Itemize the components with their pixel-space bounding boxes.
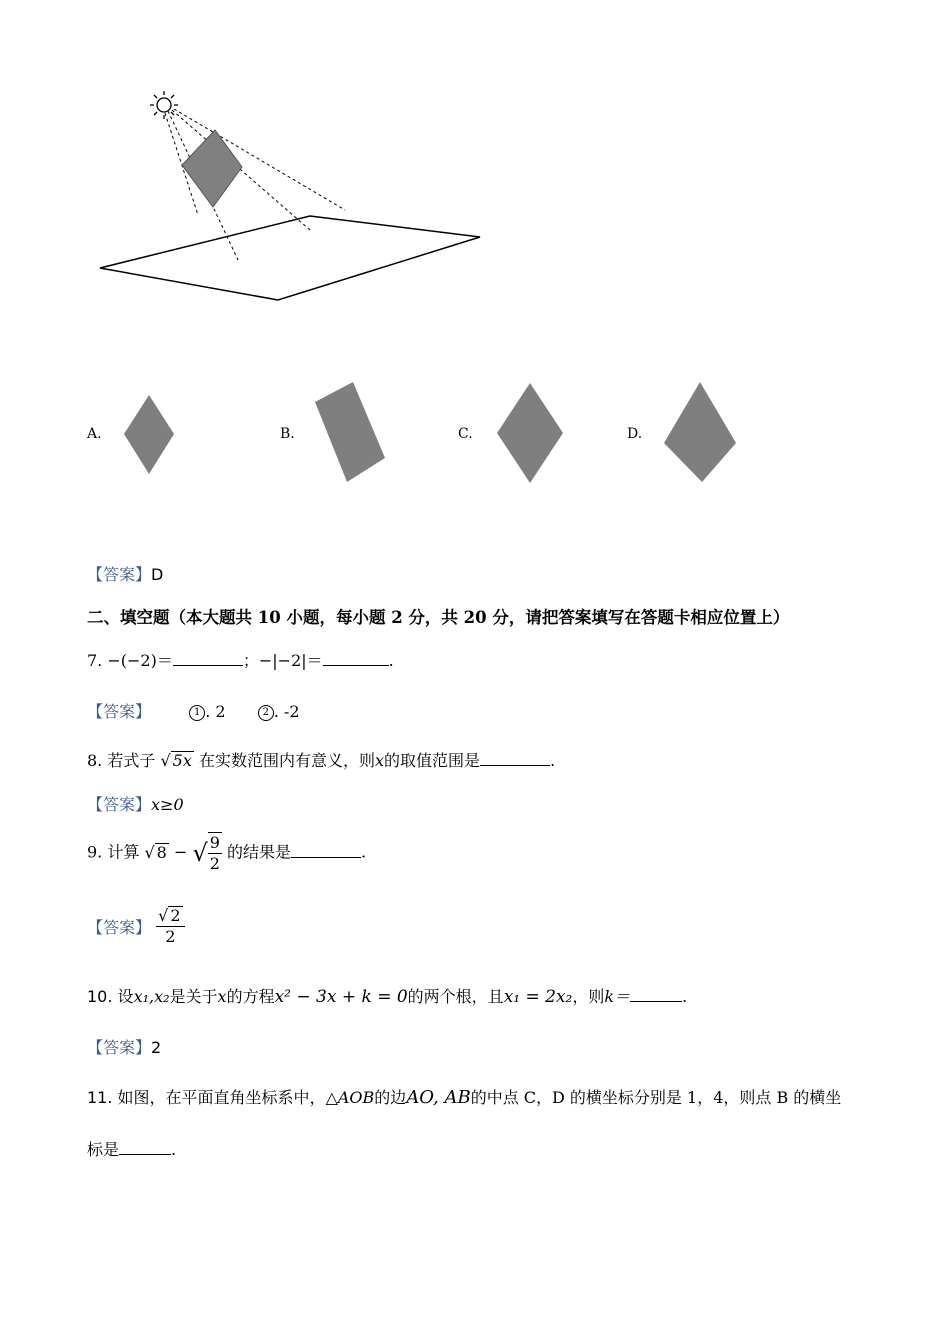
question-number: 9. <box>87 842 103 862</box>
condition: x₁ = 2x₂ <box>503 987 573 1007</box>
text: 如图，在平面直角坐标系中， <box>117 1088 326 1107</box>
answer-tag: 【答案】 <box>87 1038 152 1057</box>
text: 的两个根，且 <box>407 987 504 1006</box>
text: 若式子 <box>107 751 156 770</box>
numerator: 9 <box>209 833 220 852</box>
text: 计算 <box>107 842 140 862</box>
text: 是关于 <box>169 987 218 1006</box>
answer-fraction <box>156 906 184 947</box>
rhombus-object <box>182 130 242 207</box>
period: . <box>682 987 688 1006</box>
answer-blank <box>119 1140 171 1155</box>
minus-sign: − <box>173 842 188 862</box>
circled-number-icon: 2 <box>258 705 274 721</box>
light-rays <box>165 109 345 260</box>
answer-blank <box>291 843 361 858</box>
text: 设 <box>117 987 134 1006</box>
answer-tag: 【答案】 <box>87 795 152 814</box>
option-b-label: B. <box>280 426 295 442</box>
option-c-shape <box>495 382 565 484</box>
q10-answer <box>87 1035 161 1058</box>
numerator: √ 2 <box>156 906 184 927</box>
q7-answer <box>87 699 300 722</box>
section-heading: 二、填空题（本大题共 10 小题，每小题 2 分，共 20 分，请把答案填写在答题卡相应位置上） <box>87 608 790 627</box>
question-10 <box>87 984 687 1007</box>
question-9 <box>87 832 366 874</box>
equation: x² − 3x + k = 0 <box>274 987 408 1007</box>
radicand: 2 <box>170 906 181 925</box>
radicand: 5x <box>172 751 192 770</box>
answer-value: x≥0 <box>151 795 184 814</box>
variables: x₁,x₂ <box>133 987 170 1006</box>
variable: x <box>374 751 385 770</box>
answer-blank <box>630 987 682 1002</box>
answer-blank-1 <box>173 651 243 666</box>
expression-1: −(−2)＝ <box>107 651 173 670</box>
text: 的结果是 <box>227 842 292 862</box>
light-projection-figure <box>90 85 490 310</box>
answer-value-1: . 2 <box>205 702 226 721</box>
answer-value-2: . -2 <box>273 702 300 721</box>
answer-tag: 【答案】 <box>87 918 152 937</box>
answer-tag: 【答案】 <box>87 702 152 721</box>
q9-answer <box>87 906 185 947</box>
option-a-label: A. <box>87 426 102 442</box>
question-11-line-2 <box>87 1137 176 1160</box>
answer-blank <box>480 751 550 766</box>
triangle-label: △AOB <box>325 1088 375 1107</box>
fraction <box>208 832 222 874</box>
k-variable: k＝ <box>604 987 631 1006</box>
answer-tag: 【答案】 <box>87 565 152 584</box>
q6-answer <box>87 562 163 585</box>
question-number: 8. <box>87 751 103 770</box>
option-b-shape <box>313 380 387 484</box>
question-8 <box>87 748 555 771</box>
text: 在实数范围内有意义，则 <box>198 751 375 770</box>
sqrt-fraction: √ <box>192 839 208 867</box>
sqrt-8: √ 8 <box>144 842 167 862</box>
question-11 <box>87 1085 841 1108</box>
question-number: 11. <box>87 1088 113 1107</box>
option-a-shape <box>122 394 176 476</box>
text: ，则 <box>572 987 605 1006</box>
denominator: 2 <box>209 854 220 873</box>
answer-blank-2 <box>323 651 389 666</box>
period: . <box>361 842 367 862</box>
text: 的边 <box>374 1088 407 1107</box>
question-number: 10. <box>87 987 113 1006</box>
variable: x <box>217 987 227 1006</box>
period: . <box>388 651 394 670</box>
option-d-shape <box>662 381 738 483</box>
answer-value: 2 <box>151 1038 162 1057</box>
sides-label: AO, AB <box>406 1087 471 1108</box>
text: 的取值范围是 <box>384 751 481 770</box>
option-d-label: D. <box>627 426 643 442</box>
period: . <box>171 1140 177 1159</box>
q8-answer <box>87 792 184 815</box>
expression-2: −|−2|＝ <box>258 651 323 670</box>
answer-value: D <box>151 565 164 584</box>
ground-plane <box>100 216 480 300</box>
separator: ； <box>242 651 259 670</box>
period: . <box>550 751 556 770</box>
text: 的方程 <box>226 987 275 1006</box>
question-number: 7. <box>87 651 103 670</box>
light-source-icon <box>150 91 178 119</box>
circled-number-icon: 1 <box>189 705 205 721</box>
text: 标是 <box>87 1140 120 1159</box>
question-7 <box>87 648 394 671</box>
denominator: 2 <box>165 927 176 946</box>
option-c-label: C. <box>458 426 473 442</box>
text: 的中点 C，D 的横坐标分别是 1，4，则点 B 的横坐 <box>470 1088 842 1107</box>
sqrt-expression: √ 5x <box>160 751 192 770</box>
radicand: 8 <box>156 842 167 862</box>
